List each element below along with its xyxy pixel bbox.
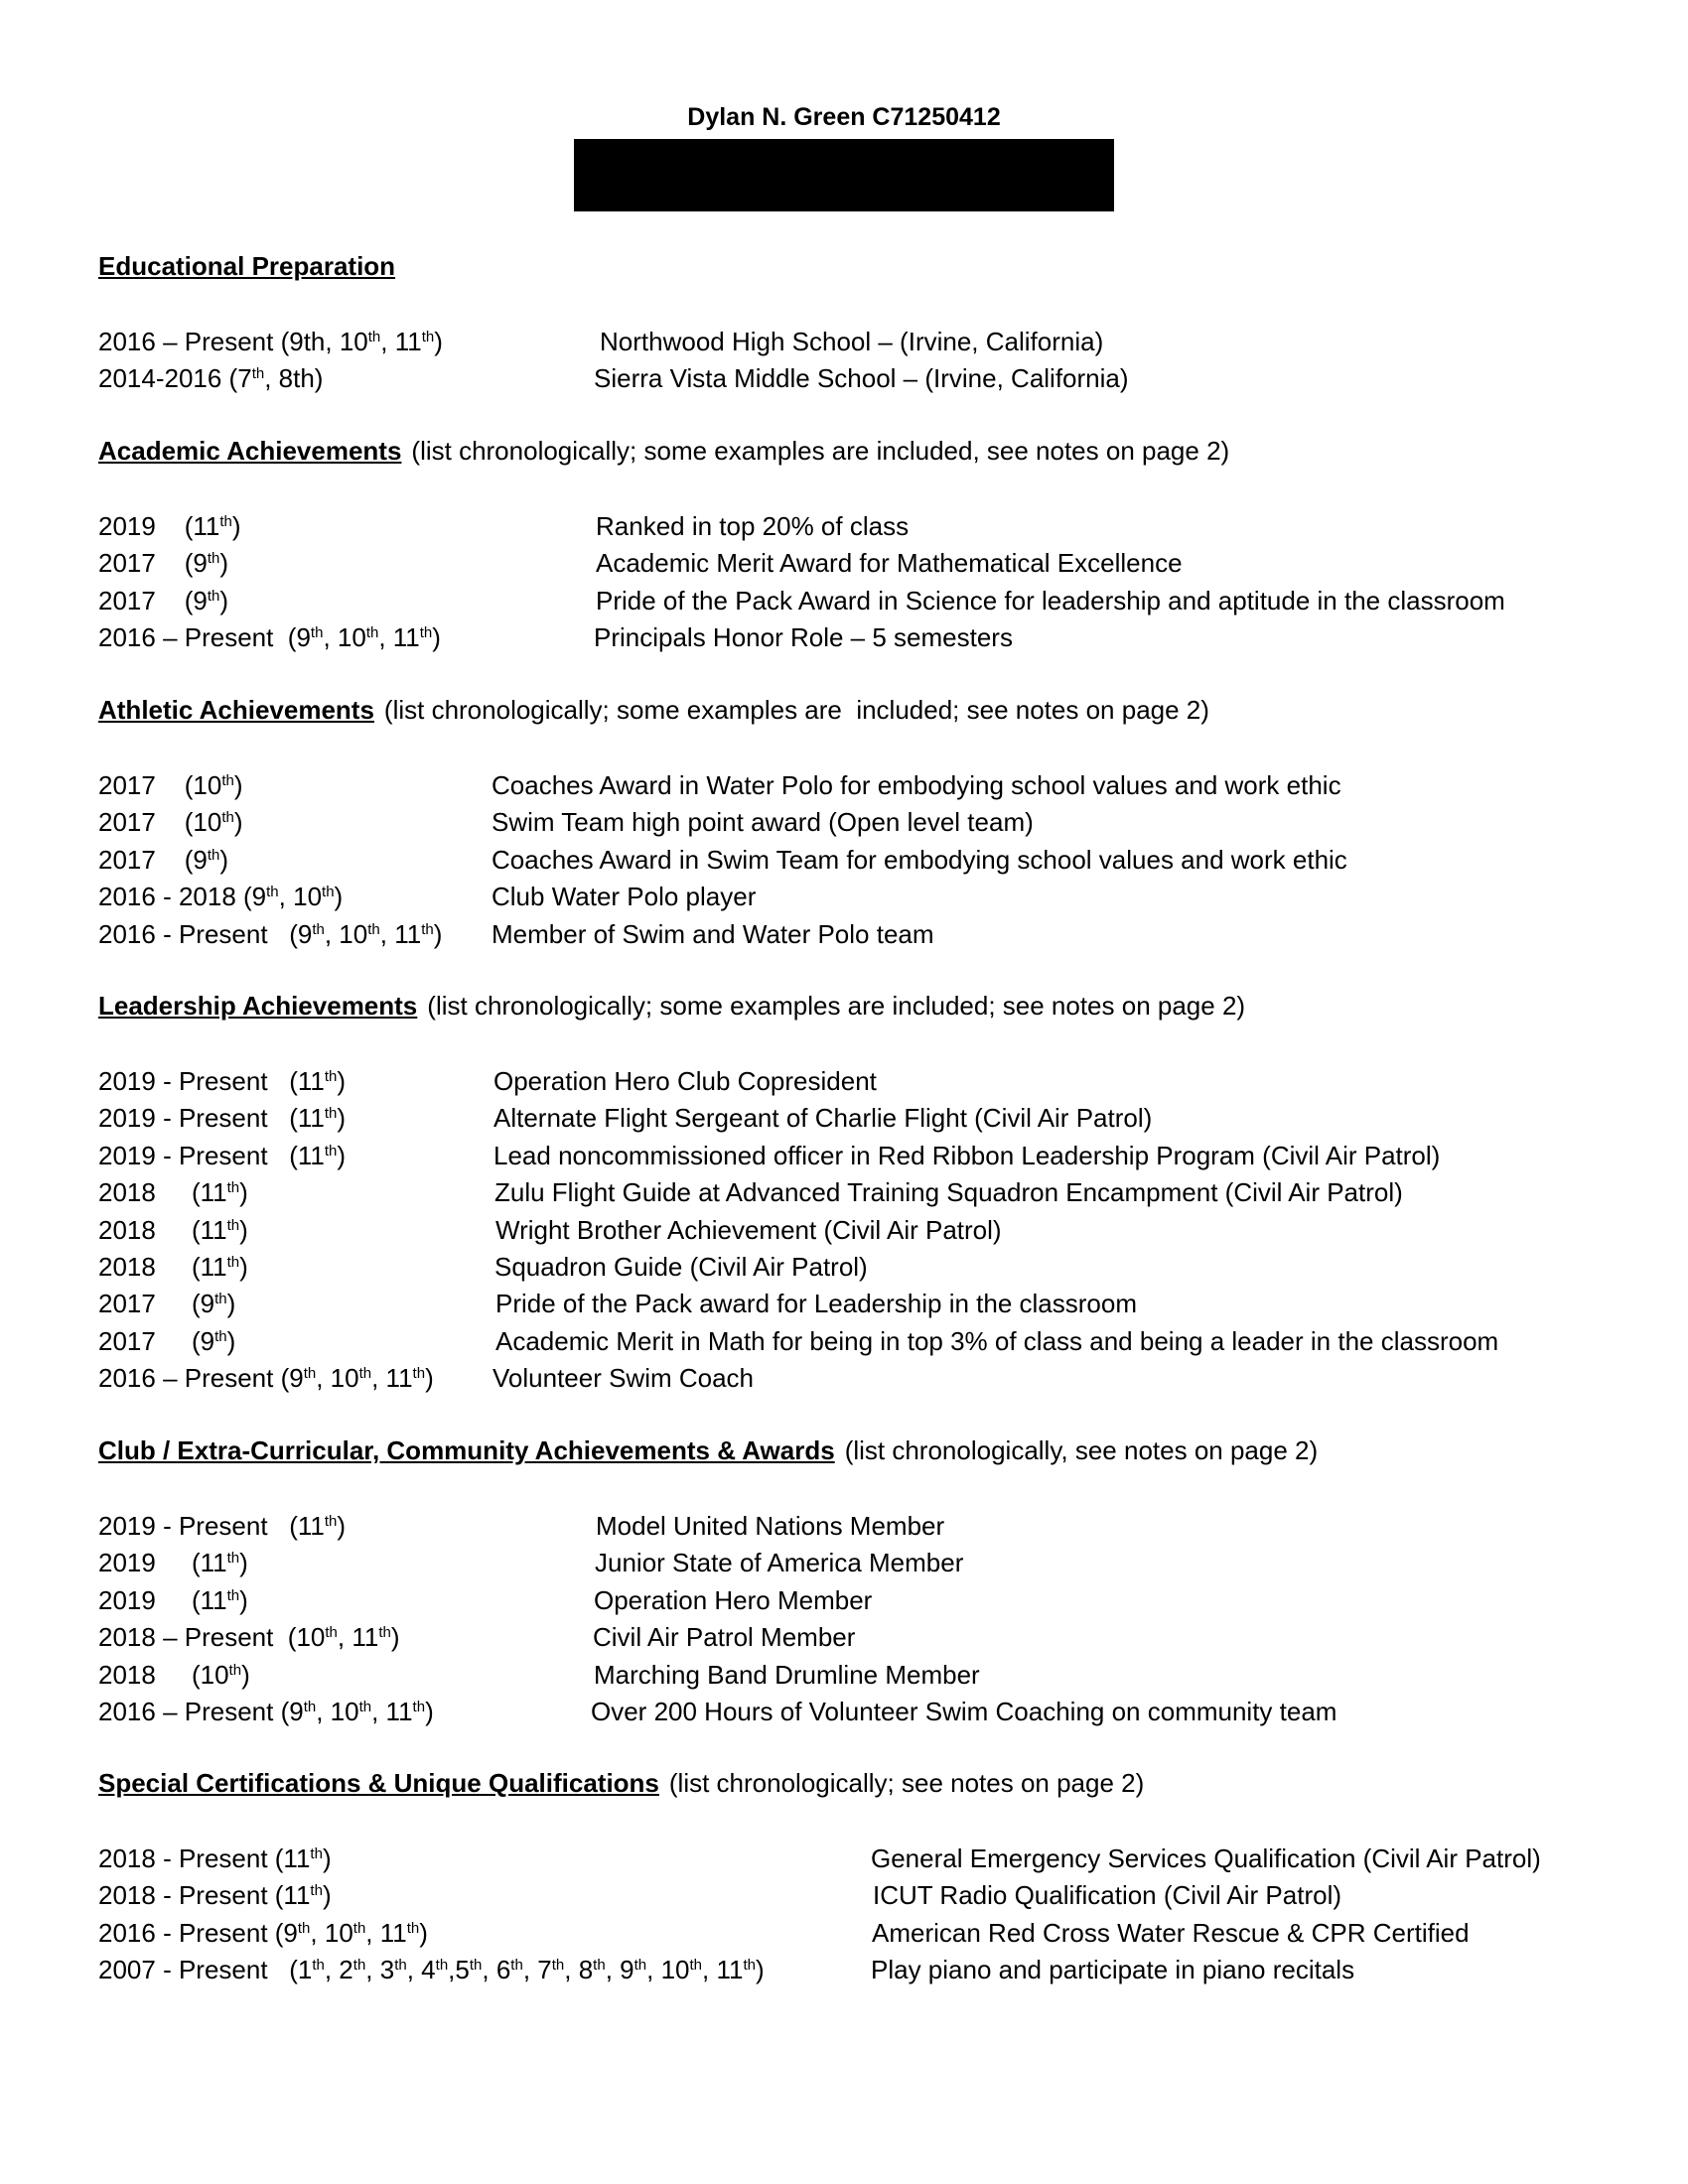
entry-row <box>98 1694 1647 1730</box>
entry-date: 2019 - Present (11th) <box>98 1140 347 1170</box>
entry-row <box>98 1212 1647 1249</box>
entry-date: 2016 – Present (9th, 10th, 11th) <box>98 327 443 356</box>
section-note: (list chronologically; some examples are included, see notes on page 2) <box>411 436 1230 466</box>
entry-row <box>98 1915 1647 1952</box>
section-club-extracurricular <box>98 1434 1647 1730</box>
entry-description: Coaches Award in Swim Team for embodying school values and work ethic <box>492 844 1347 875</box>
entry-row <box>98 1360 1647 1397</box>
entry-date: 2017 (10th) <box>98 770 243 800</box>
entry-description: Marching Band Drumline Member <box>594 1659 980 1690</box>
entry-row <box>98 1508 1647 1545</box>
entry-date: 2019 - Present (11th) <box>98 1511 347 1541</box>
entry-description: Junior State of America Member <box>595 1548 964 1578</box>
entries-list <box>98 1063 1647 1398</box>
entry-description: Pride of the Pack award for Leadership in the classroom <box>495 1289 1138 1319</box>
entry-description: Play piano and participate in piano recitals <box>871 1955 1355 1985</box>
entry-description: Member of Swim and Water Polo team <box>492 918 934 949</box>
entry-description: Civil Air Patrol Member <box>593 1622 856 1653</box>
entry-description: Wright Brother Achievement (Civil Air Patrol) <box>495 1214 1002 1245</box>
redaction-bar <box>574 139 1114 211</box>
entry-date: 2016 - 2018 (9th, 10th) <box>98 882 344 912</box>
entry-row <box>98 1286 1647 1322</box>
entry-description: Volunteer Swim Coach <box>492 1363 755 1394</box>
entry-date: 2017 (9th) <box>98 548 229 579</box>
entry-date: 2016 – Present (9th, 10th, 11th) <box>98 1696 434 1726</box>
entry-date: 2018 (11th) <box>98 1177 248 1208</box>
entry-row <box>98 360 1647 397</box>
entry-description: General Emergency Services Qualification (Civil Air Patrol) <box>871 1843 1541 1873</box>
entry-row <box>98 1138 1647 1174</box>
section-note: (list chronologically, see notes on page 2) <box>844 1435 1319 1465</box>
section-heading: Athletic Achievements <box>98 695 374 725</box>
entry-row <box>98 545 1647 582</box>
entry-description: Operation Hero Club Copresident <box>493 1066 877 1096</box>
section-heading: Academic Achievements <box>98 436 402 466</box>
section-athletic-achievements <box>98 694 1647 953</box>
entry-date: 2018 (10th) <box>98 1659 250 1690</box>
entry-description: ICUT Radio Qualification (Civil Air Patrol) <box>873 1880 1341 1911</box>
entry-row <box>98 767 1647 804</box>
section-heading: Club / Extra-Curricular, Community Achievements & Awards <box>98 1435 835 1465</box>
section-heading: Educational Preparation <box>98 251 396 281</box>
entry-description: Academic Merit in Math for being in top 3% of class and being a leader in the classroom <box>495 1325 1499 1356</box>
entry-date: 2017 (10th) <box>98 807 243 838</box>
entry-date: 2016 – Present (9th, 10th, 11th) <box>98 622 441 653</box>
section-heading: Leadership Achievements <box>98 991 418 1021</box>
entry-row <box>98 1323 1647 1360</box>
entry-date: 2018 – Present (10th, 11th) <box>98 1622 400 1653</box>
entry-date: 2018 - Present (11th) <box>98 1843 332 1873</box>
entry-row <box>98 804 1647 841</box>
entry-row <box>98 1063 1647 1100</box>
section-special-certifications <box>98 1767 1647 1989</box>
entry-row <box>98 508 1647 545</box>
section-note: (list chronologically; some examples are included; see notes on page 2) <box>383 695 1209 725</box>
section-note: (list chronologically; see notes on page 2) <box>668 1768 1145 1798</box>
entry-date: 2017 (9th) <box>98 1289 236 1319</box>
entry-description: Swim Team high point award (Open level team) <box>492 807 1034 838</box>
entry-description: Northwood High School – (Irvine, California) <box>600 327 1104 356</box>
section-educational-preparation <box>98 250 1647 398</box>
section-note: (list chronologically; some examples are included; see notes on page 2) <box>427 991 1246 1021</box>
entry-row <box>98 1841 1647 1877</box>
entry-description: Ranked in top 20% of class <box>596 511 910 541</box>
entry-description: Over 200 Hours of Volunteer Swim Coaching on community team <box>591 1696 1337 1726</box>
entries-list <box>98 1841 1647 1989</box>
section-heading: Special Certifications & Unique Qualifications <box>98 1768 659 1798</box>
section-academic-achievements <box>98 435 1647 657</box>
entry-row <box>98 1545 1647 1581</box>
entry-date: 2019 (11th) <box>98 1548 248 1578</box>
entry-date: 2019 - Present (11th) <box>98 1066 347 1096</box>
entry-date: 2017 (9th) <box>98 585 229 615</box>
entry-row <box>98 619 1647 656</box>
entry-date: 2014-2016 (7th, 8th) <box>98 363 324 394</box>
entry-description: Operation Hero Member <box>594 1584 873 1615</box>
entry-description: Club Water Polo player <box>492 882 757 912</box>
entry-row <box>98 916 1647 953</box>
entry-description: Model United Nations Member <box>596 1511 945 1541</box>
entry-description: Coaches Award in Water Polo for embodying school values and work ethic <box>492 770 1341 800</box>
entry-description: Alternate Flight Sergeant of Charlie Flight (Civil Air Patrol) <box>493 1103 1153 1134</box>
entry-date: 2016 - Present (9th, 10th, 11th) <box>98 918 443 949</box>
entry-date: 2018 - Present (11th) <box>98 1880 332 1911</box>
section-leadership-achievements <box>98 990 1647 1398</box>
entry-row <box>98 324 1647 360</box>
entry-description: Pride of the Pack Award in Science for leadership and aptitude in the classroom <box>596 585 1505 615</box>
entry-row <box>98 1174 1647 1211</box>
entries-list <box>98 767 1647 953</box>
entry-description: Academic Merit Award for Mathematical Excellence <box>596 548 1183 579</box>
entry-description: Squadron Guide (Civil Air Patrol) <box>494 1251 868 1282</box>
entry-date: 2019 (11th) <box>98 1584 248 1615</box>
entry-date: 2019 - Present (11th) <box>98 1103 347 1134</box>
entry-row <box>98 583 1647 619</box>
entries-list <box>98 1508 1647 1730</box>
page-title: Dylan N. Green C71250412 <box>687 103 1001 131</box>
entry-row <box>98 1657 1647 1694</box>
entry-date: 2017 (9th) <box>98 844 229 875</box>
entry-date: 2018 (11th) <box>98 1251 248 1282</box>
entry-row <box>98 842 1647 879</box>
entry-description: Zulu Flight Guide at Advanced Training Squadron Encampment (Civil Air Patrol) <box>494 1177 1403 1208</box>
entry-date: 2016 – Present (9th, 10th, 11th) <box>98 1363 434 1394</box>
entry-date: 2016 - Present (9th, 10th, 11th) <box>98 1917 428 1948</box>
entry-date: 2018 (11th) <box>98 1214 248 1245</box>
entry-row <box>98 1877 1647 1914</box>
entries-list <box>98 324 1647 398</box>
entry-date: 2007 - Present (1th, 2th, 3th, 4th,5th, 6th, 7th, 8th, 9th, 10th, 11th) <box>98 1955 765 1985</box>
entry-row <box>98 879 1647 915</box>
entry-description: Lead noncommissioned officer in Red Ribbon Leadership Program (Civil Air Patrol) <box>493 1140 1441 1170</box>
entry-description: Principals Honor Role – 5 semesters <box>594 622 1013 653</box>
entry-row <box>98 1619 1647 1656</box>
entry-date: 2019 (11th) <box>98 511 241 541</box>
entry-description: American Red Cross Water Rescue & CPR Certified <box>872 1917 1470 1948</box>
entry-row <box>98 1249 1647 1286</box>
entry-row <box>98 1582 1647 1619</box>
entry-description: Sierra Vista Middle School – (Irvine, California) <box>594 363 1129 394</box>
entries-list <box>98 508 1647 657</box>
entry-row <box>98 1952 1647 1988</box>
entry-row <box>98 1100 1647 1137</box>
entry-date: 2017 (9th) <box>98 1325 236 1356</box>
